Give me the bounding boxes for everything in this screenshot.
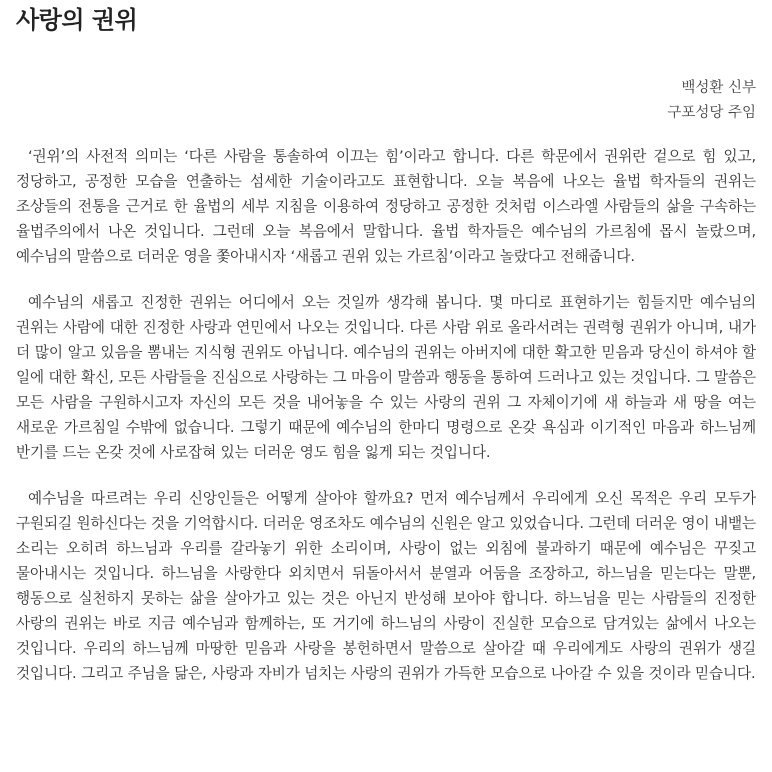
paragraph-3: 예수님을 따르려는 우리 신앙인들은 어떻게 살아야 할까요? 먼저 예수님께서 우리에게 오신 목적은 우리 모두가 구원되길 원하신다는 것을 기억합시다. 더러운 영조차도 예수님의 신원은 알고 있었습니다. 그런데 더러운 영이 내뱉는 소리는 오히려 하느님과 우리를 갈라놓기 위한 소리이며, 사랑이 없는 외침에 불과하기 때문에 예수님은 꾸짖고 물아내시는 것입니다. 하느님을 사랑한다 외치면서 뒤돌아서서 분열과 어둠을 조장하고, 하느님을 믿는다는 말뿐, 행동으로 실천하지 못하는 삶을 살아가고 있는 것은 아닌지 반성해 보아야 합니다. 하느님을 믿는 사람들의 진정한 사랑의 권위는 바로 지금 예수님과 함께하는, 또 거기에 하느님의 사랑이 진실한 모습으로 담겨있는 삶에서 나오는 것입니다. 우리의 하느님께 마땅한 믿음과 사랑을 봉헌하면서 말씀으로 살아갈 때 우리에게도 사랑의 권위가 생길 것입니다. 그리고 주님을 닮은, 사랑과 자비가 넘치는 사랑의 권위가 가득한 모습으로 나아갈 수 있을 것이라 믿습니다.: [16, 490, 756, 682]
article-body: [16, 144, 756, 686]
author-role: 구포성당 주임: [667, 105, 756, 121]
article-title: 사랑의 권위: [16, 6, 138, 34]
paragraph-2: 예수님의 새롭고 진정한 권위는 어디에서 오는 것일까 생각해 봅니다. 몇 마디로 표현하기는 힘들지만 예수님의 권위는 사람에 대한 진정한 사랑과 연민에서 나오는 것입니다. 다른 사람 위로 올라서려는 권력형 권위가 아니며, 내가 더 많이 알고 있음을 뽐내는 지식형 권위도 아닙니다. 예수님의 권위는 아버지에 대한 확고한 믿음과 당신이 하셔야 할 일에 대한 확신, 모든 사람들을 진심으로 사랑하는 그 마음이 말씀과 행동을 통하여 드러나고 있는 것입니다. 그 말씀은 모든 사람을 구원하시고자 자신의 모든 것을 내어놓을 수 있는 사랑의 권위 그 자체이기에 새 하늘과 새 땅을 여는 새로운 가르침일 수밖에 없습니다. 그렇기 때문에 예수님의 한마디 명령으로 온갖 욕심과 이기적인 마음과 하느님께 반기를 드는 온갖 것에 사로잡혀 있는 더러운 영도 힘을 잃게 되는 것입니다.: [16, 294, 756, 461]
author-name: 백성환 신부: [681, 80, 756, 96]
paragraph-1: ‘권위’의 사전적 의미는 ‘다른 사람을 통솔하여 이끄는 힘’이라고 합니다. 다른 학문에서 권위란 겉으로 힘 있고, 정당하고, 공정한 모습을 연출하는 섬세한 기술이라고도 표현합니다. 오늘 복음에 나오는 율법 학자들의 권위는 조상들의 전통을 근거로 한 율법의 세부 지침을 이용하여 정당하고 공정한 것처럼 이스라엘 사람들의 삶을 구속하는 율법주의에서 나온 것입니다. 그런데 오늘 복음에서 말합니다. 율법 학자들은 예수님의 가르침에 몹시 놀랐으며, 예수님의 말씀으로 더러운 영을 쫓아내시자 ‘새롭고 권위 있는 가르침’이라고 놀랐다고 전해줍니다.: [16, 148, 756, 265]
author-byline: [667, 76, 756, 126]
